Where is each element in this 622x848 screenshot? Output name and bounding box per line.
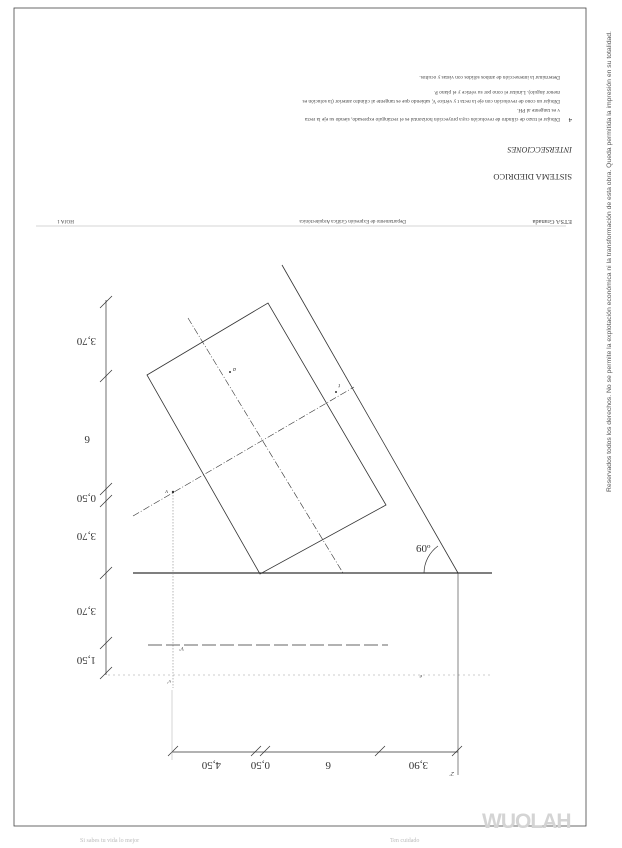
cylinder-axis — [188, 318, 343, 573]
exercise-line-5: Determinar la intersección de ambos sólidos con vistas y ocultos. — [419, 74, 560, 80]
drawing-labels — [76, 335, 454, 776]
upside-down-text-block — [57, 74, 573, 225]
dim-left-1: 3,70 — [76, 335, 96, 347]
label-angle: 60º — [416, 543, 431, 555]
dim-left-6: 1,50 — [76, 654, 96, 666]
cylinder-rectangle — [147, 303, 386, 574]
point-a — [229, 371, 231, 373]
dim-left-2: 6 — [84, 433, 90, 445]
exercise-line-2: v es tangente al PH. — [517, 107, 560, 113]
footer-faint — [30, 838, 590, 846]
dim-left-5: 3,70 — [76, 605, 96, 617]
footer-right: Ten cuidado — [390, 838, 420, 844]
label-a: a — [233, 366, 236, 372]
sheet-subtitle: INTERSECCIONES — [507, 145, 572, 154]
header-right: HOJA 1 — [57, 218, 74, 224]
inclined-line — [282, 265, 458, 573]
dim-bottom-4: 3,90 — [408, 759, 428, 771]
label-v-prime-upper: V' — [179, 645, 184, 651]
exercise-line-3: Dibujar un cono de revolución con eje la recta t y vértice V, sabiendo que es tangente al cilindro anterior (la solución es — [302, 98, 560, 104]
sheet-title: SISTEMA DIEDRICO — [493, 172, 572, 182]
technical-drawing — [100, 265, 492, 775]
label-corner: 2' — [449, 770, 454, 776]
wuolah-watermark: WUOLAH — [482, 810, 571, 833]
label-t: t — [338, 382, 340, 388]
label-v-prime-lower: v' — [167, 678, 171, 684]
dim-bottom-2: 0,50 — [250, 759, 270, 771]
dim-left-4: 3,70 — [76, 530, 96, 542]
page-frame — [14, 8, 586, 826]
exercise-number: 4 — [568, 116, 572, 123]
point-t — [335, 391, 337, 393]
exercise-line-4: menor ángulo). Limitar el cono por su vértice y el plano P. — [434, 89, 560, 95]
dim-left-3: 0,50 — [76, 492, 96, 504]
footer-left: Si sabes tu vida lo mejor — [80, 838, 140, 844]
dim-bottom-1: 4,50 — [201, 759, 221, 771]
exercise-line-1: Dibujar el trazo de cilindro de revolución cuya proyección horizontal es el rectángulo expresado, siendo su eje la recta — [304, 116, 560, 122]
header-center: Departamento de Expresión Gráfica Arquitectónica — [299, 218, 406, 224]
cone-axis-t — [133, 387, 354, 516]
copyright-side-notice: Reservados todos los derechos. No se permite la explotación económica ni la transformación de esta obra. Queda permitida la impresión en su totalidad. — [606, 31, 613, 492]
dim-bottom-3: 6 — [325, 759, 331, 771]
label-e: e — [419, 673, 422, 679]
label-v-upper: v — [165, 488, 168, 494]
header-left: ETSA Granada — [532, 218, 572, 225]
point-v-upper — [172, 491, 174, 493]
